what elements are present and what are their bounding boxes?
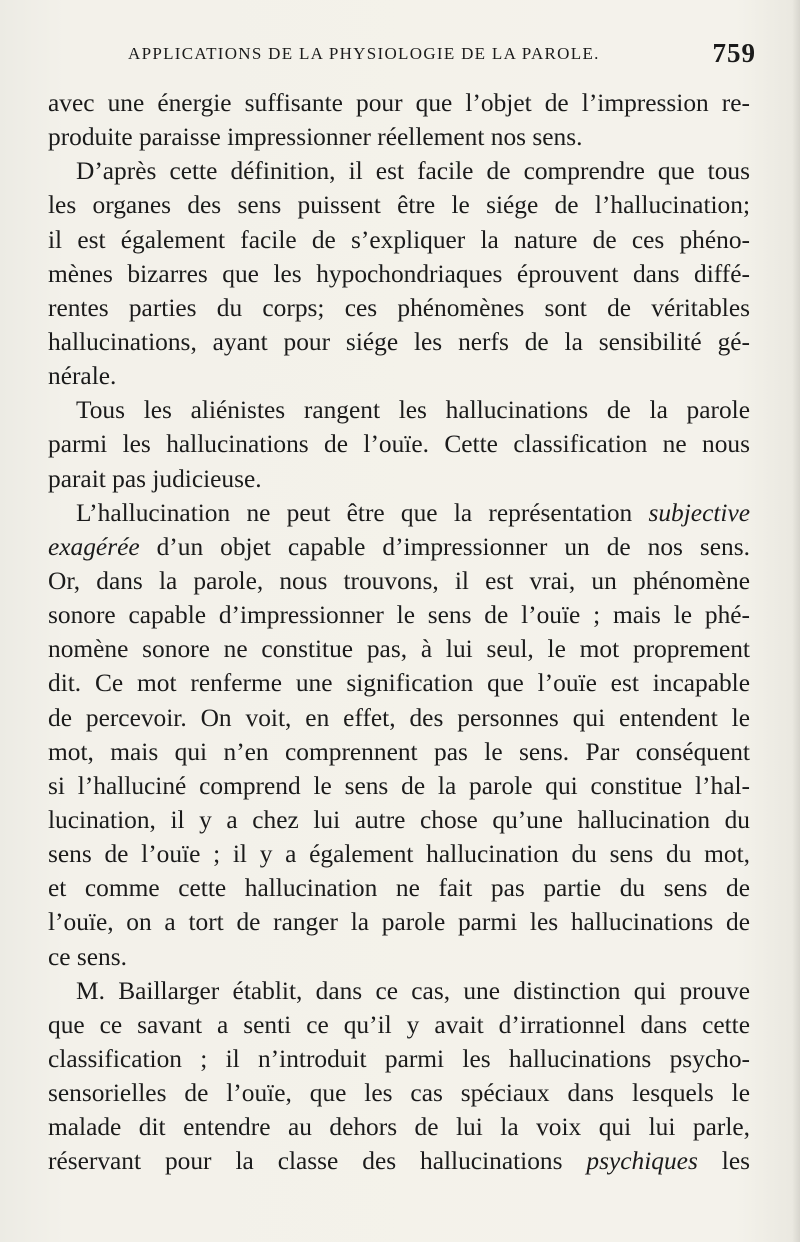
text-line: si l’halluciné comprend le sens de la parole qui constitue l’hal- [48, 771, 750, 800]
italic-term: psychiques [586, 1147, 698, 1176]
text-line: les organes des sens puissent être le siége de l’hallucination; [48, 191, 750, 220]
running-header [128, 38, 756, 74]
text-line: parmi les hallucinations de l’ouïe. Cette classification ne nous [48, 430, 750, 459]
text-line: dit. Ce mot renferme une signification que l’ouïe est incapable [48, 669, 750, 698]
paragraph [48, 154, 750, 393]
text-line: nérale. [48, 362, 117, 391]
text-line: il est également facile de s’expliquer la nature de ces phéno- [48, 225, 750, 254]
page-edge-shadow [792, 0, 800, 1242]
text-line: Or, dans la parole, nous trouvons, il est vrai, un phénomène [48, 566, 750, 595]
paragraph [48, 496, 750, 974]
page-number: 759 [712, 38, 756, 68]
text-line: Tous les aliénistes rangent les hallucinations de la parole [76, 396, 750, 425]
text-line: produite paraisse impressionner réellement nos sens. [48, 123, 583, 152]
text-line [48, 530, 750, 564]
text-line: malade dit entendre au dehors de lui la voix qui lui parle, [48, 1113, 750, 1142]
text-line [48, 496, 750, 530]
text-line: ce sens. [48, 942, 127, 971]
text-line: et comme cette hallucination ne fait pas partie du sens de [48, 874, 750, 903]
text-line: sensorielles de l’ouïe, que les cas spéciaux dans lesquels le [48, 1079, 750, 1108]
text-line: de percevoir. On voit, en effet, des personnes qui entendent le [48, 703, 750, 732]
italic-term: exagérée [48, 532, 140, 561]
text-line: mènes bizarres que les hypochondriaques éprouvent dans diffé- [48, 259, 750, 288]
text-line: lucination, il y a chez lui autre chose qu’une hallucination du [48, 805, 750, 834]
text-line: hallucinations, ayant pour siége les nerfs de la sensibilité gé- [48, 327, 750, 356]
text-line: mot, mais qui n’en comprennent pas le sens. Par conséquent [48, 737, 750, 766]
text-line: M. Baillarger établit, dans ce cas, une distinction qui prouve [76, 976, 750, 1005]
text-fragment: réservant pour la classe des hallucinations [48, 1147, 563, 1176]
text-line: parait pas judicieuse. [48, 464, 262, 493]
paragraph [48, 86, 750, 154]
text-fragment: d’un objet capable d’impressionner un de nos sens. [156, 532, 750, 561]
running-header-title: APPLICATIONS DE LA PHYSIOLOGIE DE LA PAROLE. [128, 44, 600, 63]
text-line: rentes parties du corps; ces phénomènes sont de véritables [48, 293, 750, 322]
text-line: avec une énergie suffisante pour que l’objet de l’impression re- [48, 89, 750, 117]
text-fragment: les [721, 1147, 750, 1176]
italic-term: subjective [648, 498, 750, 527]
text-line: classification ; il n’introduit parmi les hallucinations psycho- [48, 1044, 750, 1073]
text-fragment: L’hallucination ne peut être que la représentation [76, 498, 633, 527]
text-line: l’ouïe, on a tort de ranger la parole parmi les hallucinations de [48, 908, 750, 937]
paragraph [48, 974, 750, 1179]
text-line: D’après cette définition, il est facile de comprendre que tous [76, 157, 750, 186]
text-line [48, 1144, 750, 1178]
text-line: nomène sonore ne constitue pas, à lui seul, le mot proprement [48, 635, 750, 664]
text-line: sonore capable d’impressionner le sens de l’ouïe ; mais le phé- [48, 601, 750, 630]
page-body [48, 86, 750, 1179]
paragraph [48, 393, 750, 495]
text-line: que ce savant a senti ce qu’il y avait d’irrationnel dans cette [48, 1010, 750, 1039]
text-line: sens de l’ouïe ; il y a également hallucination du sens du mot, [48, 840, 750, 869]
